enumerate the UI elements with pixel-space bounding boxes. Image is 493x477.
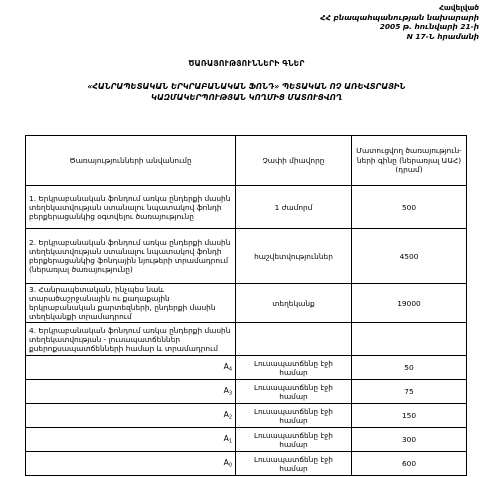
document-header: [320, 3, 479, 41]
table-row: [26, 323, 467, 356]
table-row: [26, 284, 467, 323]
date-line: 2005 թ. հունվարի 21-ի: [379, 22, 479, 32]
format-row: [26, 428, 467, 452]
subtitle-line-2: ԿԱԶՄԱԿԵՐՊՈՒԹՅԱՆ ԿՈՂՄԻՑ ՄԱՏՈՒՑՎՈՂ: [150, 93, 342, 102]
row-unit: 1 ժամորմ: [236, 186, 352, 229]
row-price: [352, 323, 467, 356]
row-price: 19000: [352, 284, 467, 323]
row-price: 500: [352, 186, 467, 229]
row-price: 50: [352, 356, 467, 380]
row-unit: Լուսապատճենը էջի համար: [236, 428, 352, 452]
row-price: 300: [352, 428, 467, 452]
row-unit: Լուսապատճենը էջի համար: [236, 452, 352, 476]
appendix-label: Հավելված: [439, 3, 479, 12]
format-row: [26, 356, 467, 380]
row-service-name: 3. Հանրապետական, ինչպես նաև տարածաշրջանային ու քաղաքային երկրաբանական քարտեզների, ընդերքի մասին տեղեկանքի տրամադրում: [26, 284, 236, 323]
format-row: [26, 452, 467, 476]
row-service-name: 4. Երկրաբանական ֆոնդում առկա ընդերքի մասին տեղեկատվության - լուսապատճեններ քսերոքսապատճենների համար և տրամադրում: [26, 323, 236, 356]
row-service-name: 2. Երկրաբանական ֆոնդում առկա ընդերքի մասին տեղեկատվության ստանալու նպատակով ֆոնդի բերքերացանկից ֆոնդային նյութերի տրամադրում (ներառյալ ծառայությունը): [26, 229, 236, 284]
ministry-line: ՀՀ բնապահպանության նախարարի: [320, 12, 479, 22]
order-number-line: N 17-Ն հրամանի: [406, 31, 479, 41]
paper-format-label: $A_1$: [26, 428, 236, 452]
table-row: [26, 186, 467, 229]
row-price: 150: [352, 404, 467, 428]
row-unit: Լուսապատճենը էջի համար: [236, 380, 352, 404]
subtitle-line-1: «ՀԱՆՐԱՊԵՏԱԿԱՆ ԵՐԿՐԱԲԱՆԱԿԱՆ ՖՈՆԴ» ՊԵՏԱԿԱՆ ՈՉ ԱՌԵՎՏՐԱՅԻՆ: [87, 82, 406, 91]
paper-format-label: $A_0$: [26, 452, 236, 476]
row-unit: [236, 323, 352, 356]
row-price: 600: [352, 452, 467, 476]
paper-format-label: $A_3$: [26, 380, 236, 404]
table-row: [26, 229, 467, 284]
header-unit: Չափի միավորը: [236, 136, 352, 186]
row-service-name: 1. Երկրաբանական ֆոնդում առկա ընդերքի մասին տեղեկատվության ստանալու նպատակով ֆոնդի բերքերացանկից օգտվելու ծառայությունը: [26, 186, 236, 229]
row-unit: հաշվետվություններ: [236, 229, 352, 284]
format-row: [26, 404, 467, 428]
row-price: 75: [352, 380, 467, 404]
table-header-row: [26, 136, 467, 186]
row-unit: տեղեկանք: [236, 284, 352, 323]
header-service-name: Ծառայությունների անվանումը: [26, 136, 236, 186]
price-table: [25, 135, 467, 476]
paper-format-label: $A_2$: [26, 404, 236, 428]
document-subtitle: [0, 81, 493, 103]
row-unit: Լուսապատճենը էջի համար: [236, 356, 352, 380]
paper-format-label: $A_4$: [26, 356, 236, 380]
format-row: [26, 380, 467, 404]
document-title: ԾԱՌԱՅՈՒԹՅՈՒՆՆԵՐԻ ԳՆԵՐ: [188, 59, 305, 68]
header-price: Մատուցվող ծառայություն-ների գինը (ներառյալ ԱԱՀ) (դրամ): [352, 136, 467, 186]
row-price: 4500: [352, 229, 467, 284]
row-unit: Լուսապատճենը էջի համար: [236, 404, 352, 428]
